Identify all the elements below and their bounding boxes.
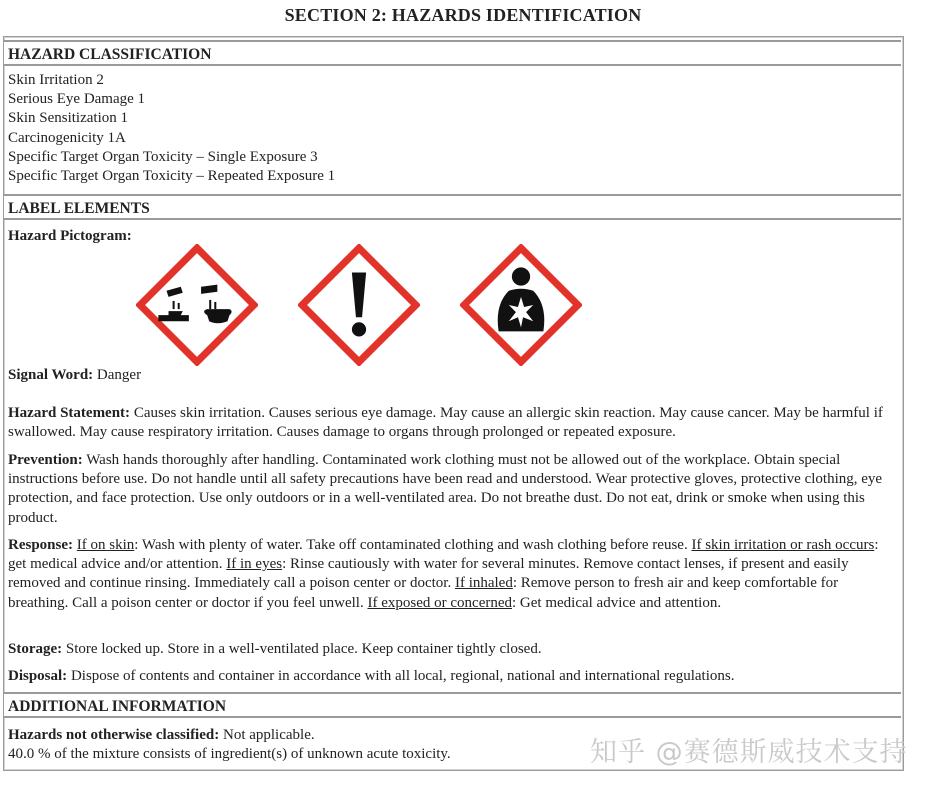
- hazard-classification-list: [8, 71, 335, 186]
- additional-information-header: ADDITIONAL INFORMATION: [4, 692, 901, 718]
- label-elements-header: LABEL ELEMENTS: [4, 194, 901, 220]
- hazard-statement: Hazard Statement: Causes skin irritation. Causes serious eye damage. May cause an allergic skin reaction. May cause cancer. May be harmful if swallowed. May cause respiratory irritation. Causes damage to organs through prolonged or repeated exposure.: [8, 405, 883, 441]
- classification-item: Specific Target Organ Toxicity – Single Exposure 3: [8, 148, 318, 165]
- disposal-statement: Disposal: Dispose of contents and container in accordance with all local, regional, national and international regulations.: [8, 668, 735, 684]
- corrosion-icon: [136, 244, 258, 366]
- watermark: 知乎 @赛德斯威技术支持: [590, 737, 908, 768]
- classification-item: Carcinogenicity 1A: [8, 129, 126, 146]
- response-statement: Response: If on skin: Wash with plenty of water. Take off contaminated clothing and wash clothing before reuse. If skin irritation or rash occurs: get medical advice and/or attention. If in eyes: Rinse cautiously with water for several minutes. Remove contact lenses, if present and easily removed and continue rinsing. Immediately call a poison center or doctor. If inhaled: Remove person to fresh air and keep comfortable for breathing. Call a poison center or doctor if you feel unwell. If exposed or concerned: Get medical advice and attention.: [8, 537, 879, 611]
- classification-item: Skin Sensitization 1: [8, 110, 128, 127]
- pictogram-label: Hazard Pictogram:: [8, 228, 132, 244]
- signal-word: Signal Word: Danger: [8, 367, 142, 383]
- prevention-statement: Prevention: Wash hands thoroughly after handling. Contaminated work clothing must not be allowed out of the workplace. Obtain special instructions before use. Do not handle until all safety precautions have been read and understood. Wear protective gloves, protective clothing, eye protection, and face protection. Use only outdoors or in a well-ventilated area. Do not breathe dust. Do not eat, drink or smoke when using this product.: [8, 452, 883, 526]
- storage-statement: Storage: Store locked up. Store in a well-ventilated place. Keep container tightly closed.: [8, 641, 542, 657]
- health-hazard-icon: [460, 244, 582, 366]
- section-title: SECTION 2: HAZARDS IDENTIFICATION: [284, 5, 642, 25]
- classification-item: Skin Irritation 2: [8, 72, 104, 88]
- hazard-classification-header: HAZARD CLASSIFICATION: [4, 40, 901, 66]
- acute-toxicity-note: 40.0 % of the mixture consists of ingredient(s) of unknown acute toxicity.: [8, 746, 451, 762]
- hnoc-statement: Hazards not otherwise classified: Not applicable.: [8, 727, 315, 743]
- exclamation-mark-icon: [298, 244, 420, 366]
- classification-item: Specific Target Organ Toxicity – Repeated Exposure 1: [8, 168, 336, 185]
- classification-item: Serious Eye Damage 1: [8, 91, 146, 108]
